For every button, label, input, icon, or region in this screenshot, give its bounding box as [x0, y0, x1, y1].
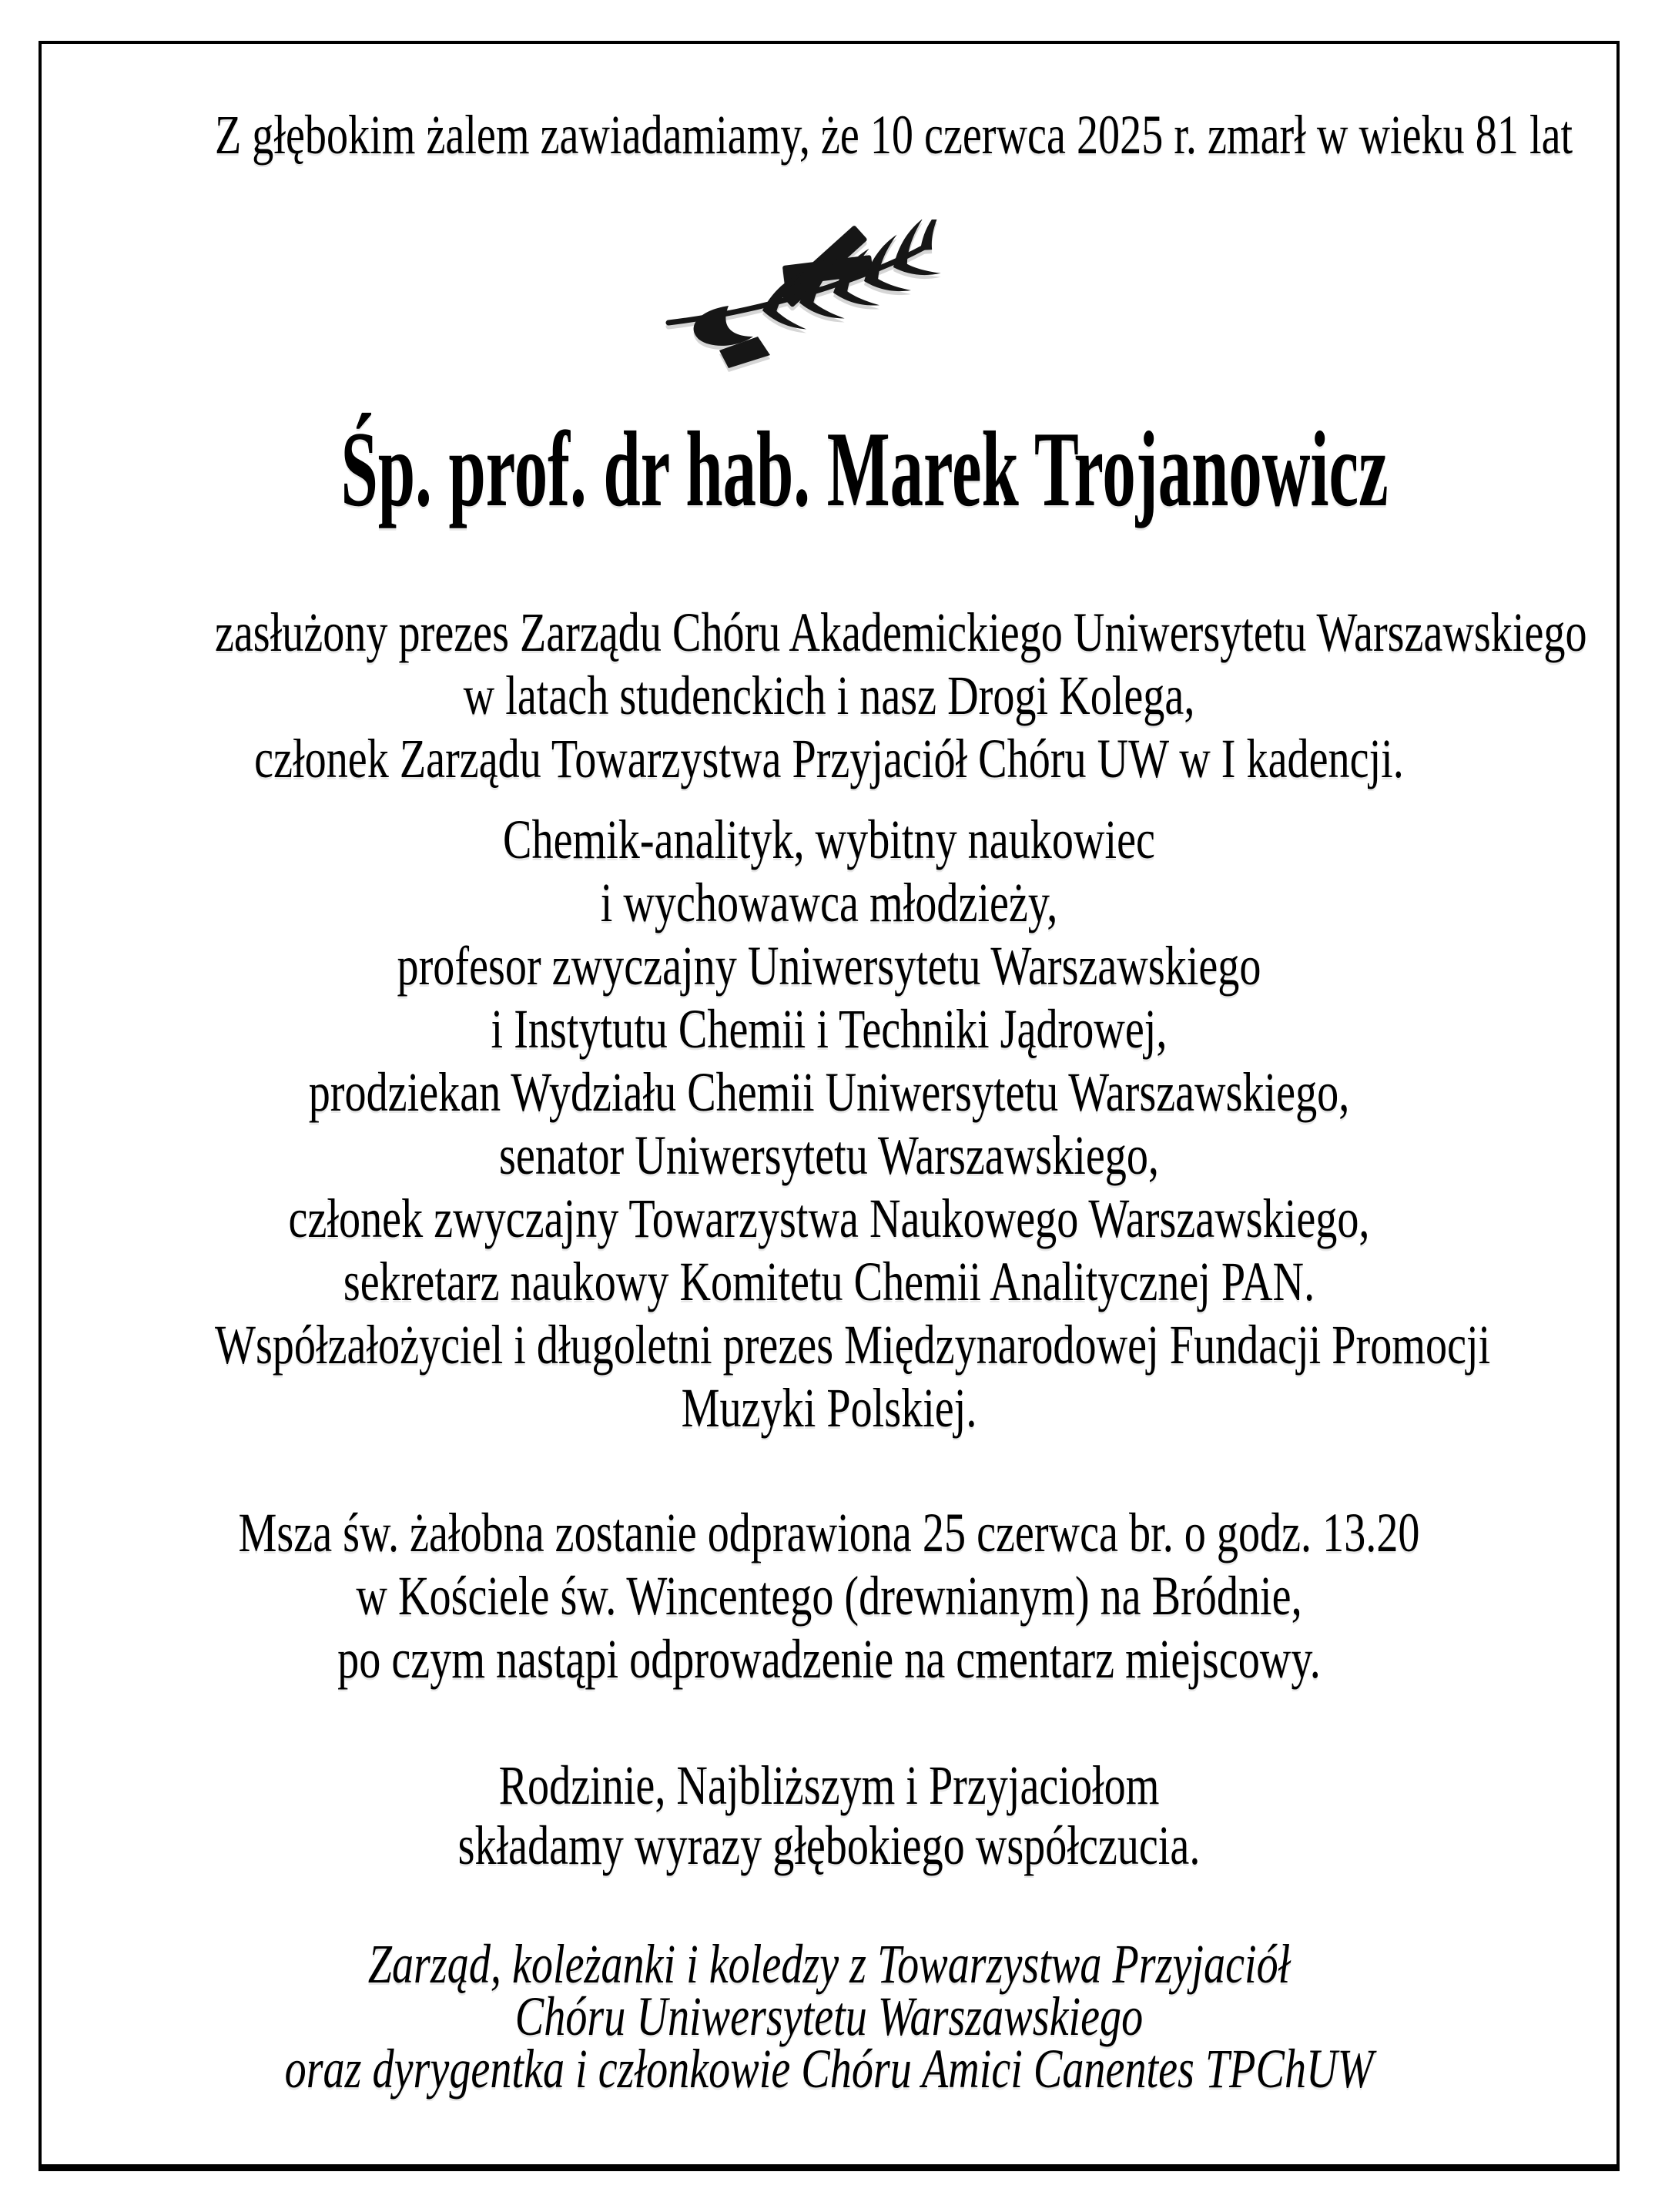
intro-line: Z głębokim żalem zawiadamiamy, że 10 czerwca 2025 r. zmarł w wieku 81 lat — [214, 104, 1573, 166]
tribute-paragraph — [214, 601, 1587, 790]
bio-line: Chemik-analityk, wybitny naukowiec — [503, 809, 1155, 870]
bio-line: prodziekan Wydziału Chemii Uniwersytetu Warszawskiego, — [308, 1061, 1350, 1123]
bio-line: senator Uniwersytetu Warszawskiego, — [499, 1124, 1159, 1186]
funeral-line: Msza św. żałobna zostanie odprawiona 25 czerwca br. o godz. 13.20 — [238, 1502, 1420, 1563]
bio-line: profesor zwyczajny Uniwersytetu Warszawskiego — [397, 935, 1261, 997]
bio-line: członek zwyczajny Towarzystwa Naukowego Warszawskiego, — [288, 1188, 1370, 1249]
deceased-name: Śp. prof. dr hab. Marek Trojanowicz — [340, 410, 1389, 529]
condolence-line: składamy wyrazy głębokiego współczucia. — [457, 1815, 1201, 1876]
signature-line: Zarząd, koleżanki i koledzy z Towarzystwa Przyjaciół — [367, 1933, 1291, 1995]
tribute-line: w latach studenckich i nasz Drogi Kolega, — [463, 665, 1195, 726]
bio-line: i Instytutu Chemii i Techniki Jądrowej, — [491, 998, 1168, 1060]
bio-paragraph — [214, 808, 1491, 1439]
bio-line: i wychowawca młodzieży, — [600, 872, 1058, 933]
funeral-line: w Kościele św. Wincentego (drewnianym) na Bródnie, — [356, 1565, 1302, 1627]
signature-paragraph — [215, 1933, 1443, 2100]
tribute-line: zasłużony prezes Zarządu Chóru Akademickiego Uniwersytetu Warszawskiego — [214, 602, 1587, 663]
tribute-line: członek Zarządu Towarzystwa Przyjaciół Chóru UW w I kadencji. — [254, 728, 1404, 789]
cross-and-laurel-icon — [655, 220, 947, 370]
signature-line: oraz dyrygentka i członkowie Chóru Amici Canentes TPChUW — [284, 2038, 1374, 2100]
funeral-line: po czym nastąpi odprowadzenie na cmentarz miejscowy. — [337, 1628, 1321, 1690]
condolence-line: Rodzinie, Najbliższym i Przyjaciołom — [498, 1755, 1160, 1816]
bio-line: Współzałożyciel i długoletni prezes Międzynarodowej Fundacji Promocji — [214, 1314, 1491, 1376]
bio-line: sekretarz naukowy Komitetu Chemii Analitycznej PAN. — [343, 1251, 1315, 1312]
condolence-paragraph — [215, 1755, 1443, 1875]
obituary-sheet — [39, 41, 1620, 2171]
bio-line: Muzyki Polskiej. — [681, 1377, 977, 1439]
signature-line: Chóru Uniwersytetu Warszawskiego — [514, 1986, 1144, 2047]
funeral-paragraph — [215, 1501, 1443, 1691]
